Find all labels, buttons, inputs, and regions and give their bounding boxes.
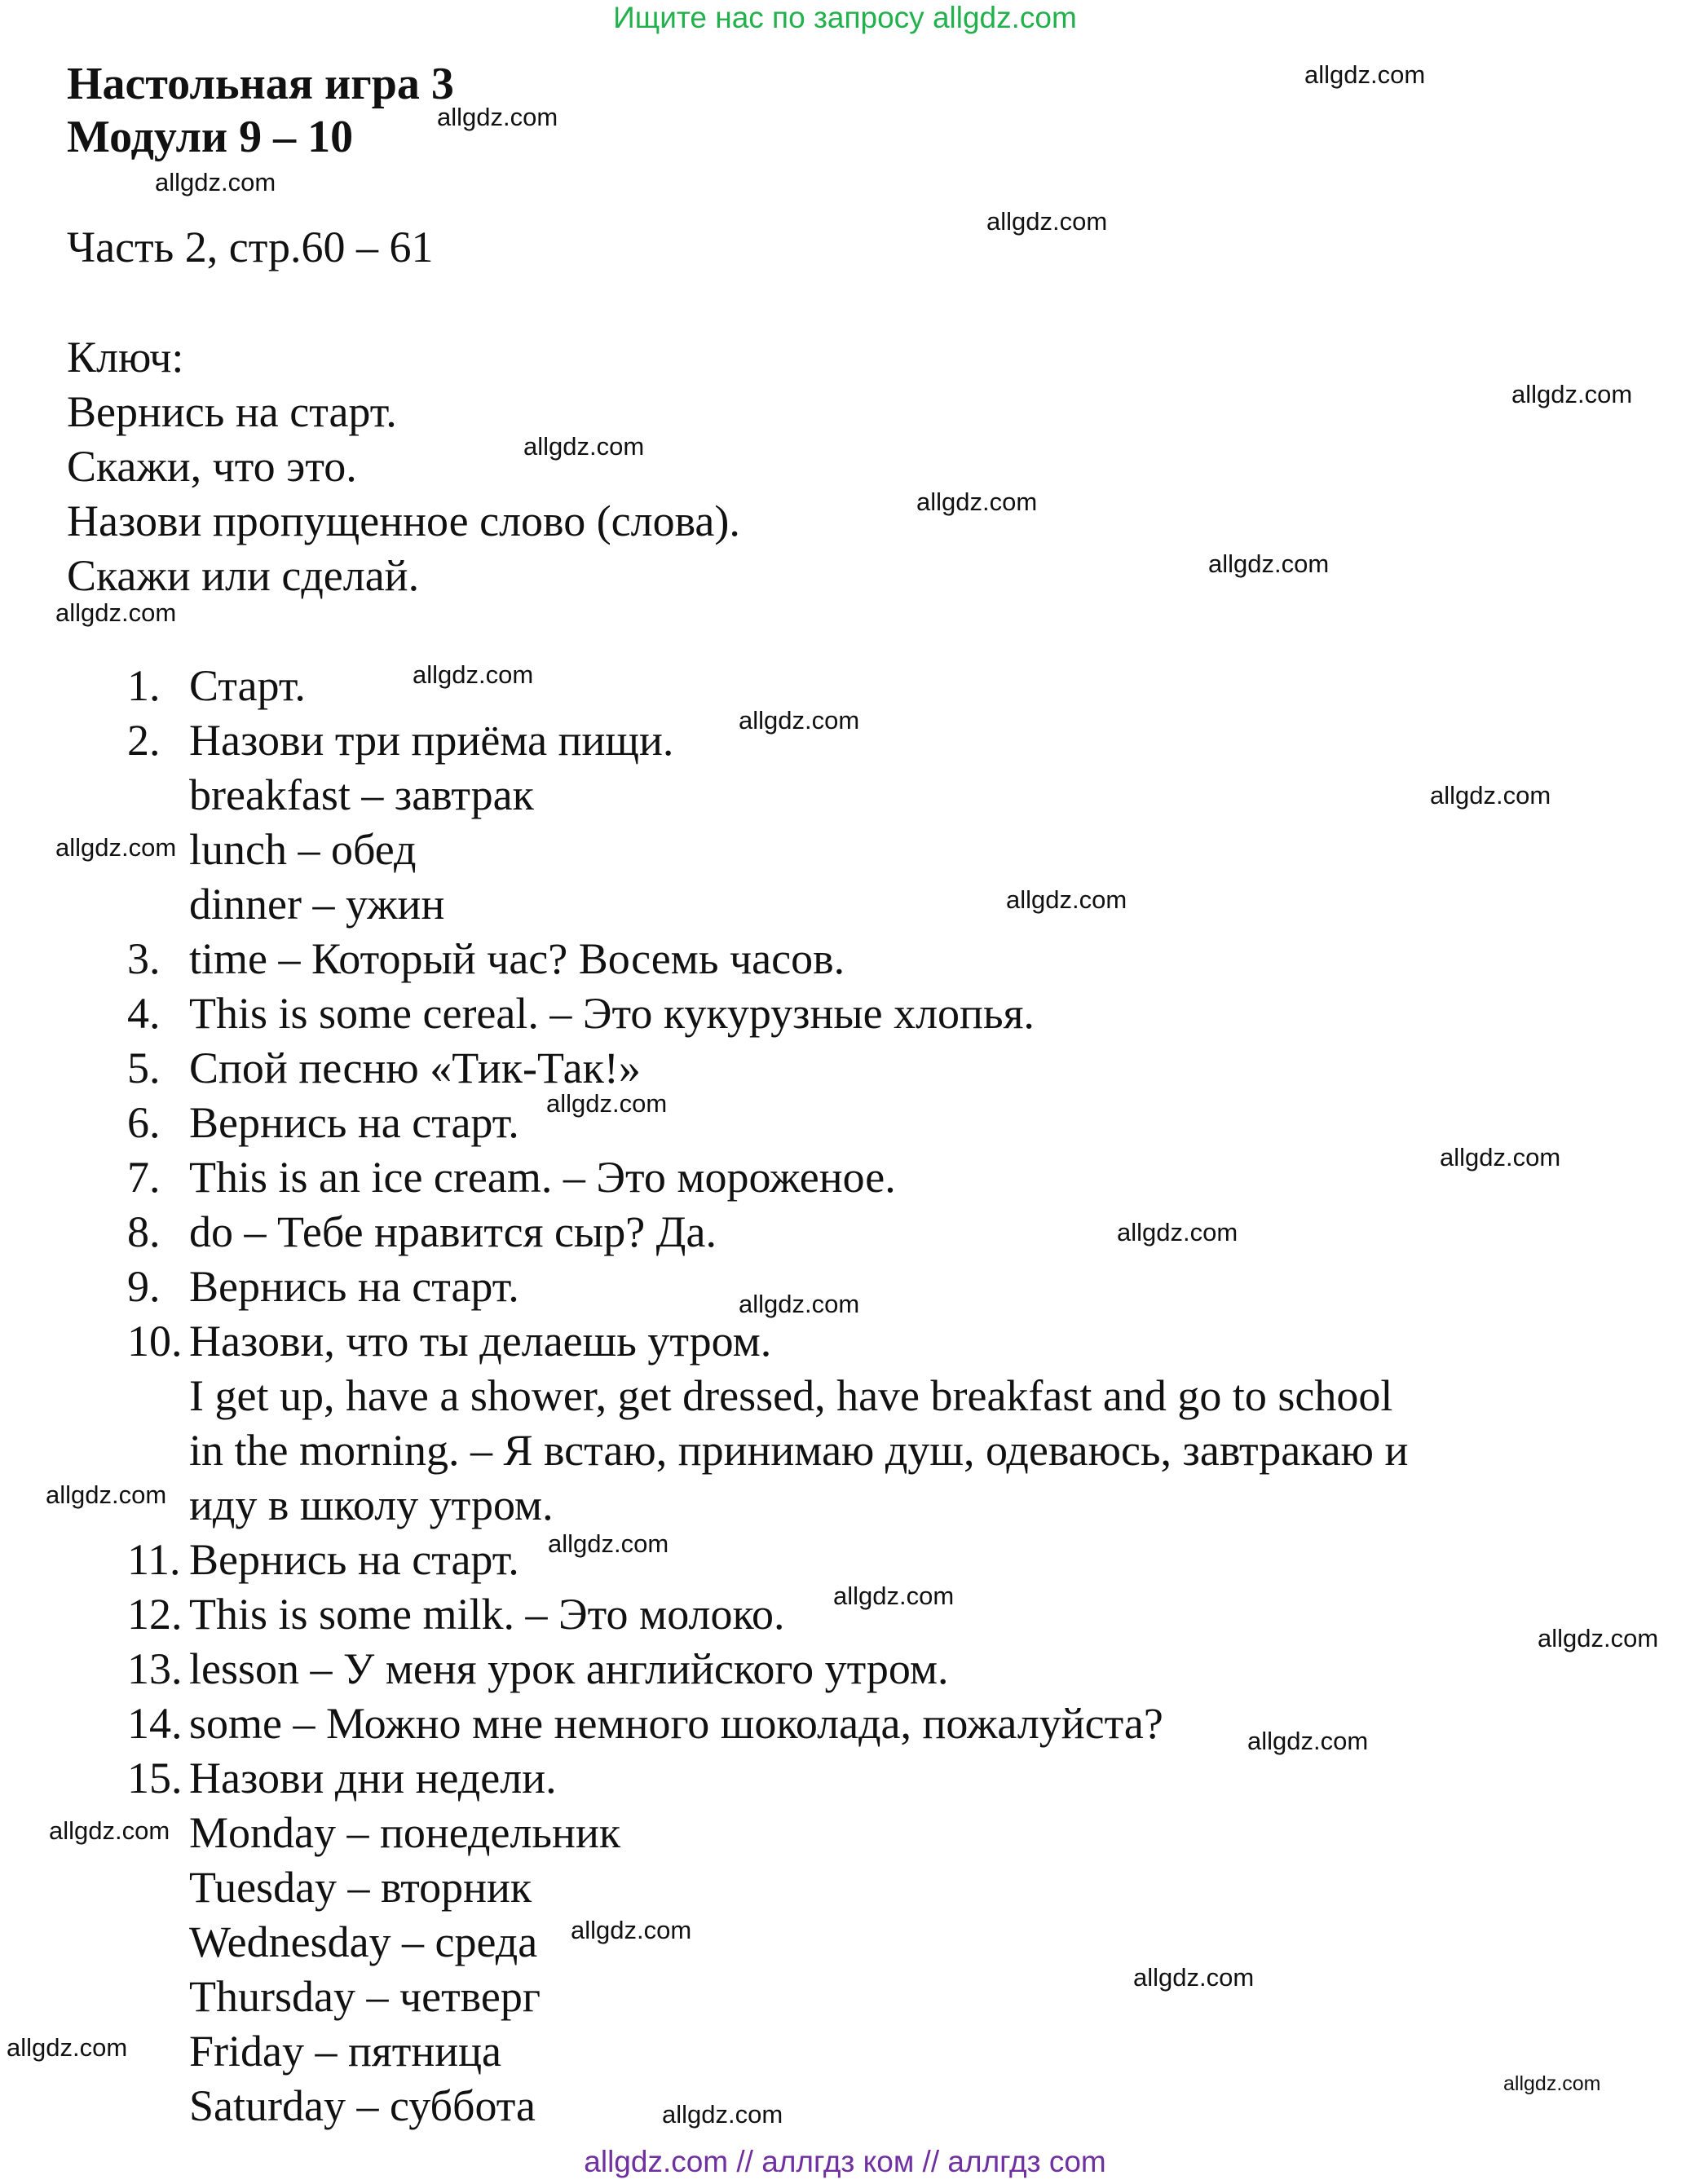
watermark: allgdz.com [571,1916,692,1944]
answer-text: do – Тебе нравится сыр? Да. [189,1207,717,1256]
watermark: allgdz.com [1511,380,1633,408]
key-label: Ключ: [67,333,184,382]
answer-number: 1. [127,661,161,710]
watermark: allgdz.com [548,1529,669,1558]
part-pages: Часть 2, стр.60 – 61 [67,223,434,271]
answer-subline: lunch – обед [189,825,417,874]
answer-subline: Saturday – суббота [189,2081,536,2130]
answer-text: Вернись на старт. [189,1098,519,1147]
watermark: allgdz.com [739,1290,860,1318]
answer-subline: иду в школу утром. [189,1480,554,1529]
watermark: allgdz.com [1503,2072,1601,2095]
watermark: allgdz.com [1538,1624,1659,1652]
answer-text: Вернись на старт. [189,1262,519,1311]
answer-text: time – Который час? Восемь часов. [189,934,845,983]
watermark: allgdz.com [46,1480,167,1509]
watermark: allgdz.com [1430,781,1551,810]
answer-number: 12. [127,1590,183,1639]
answer-text: Вернись на старт. [189,1535,519,1584]
key-item: Скажи, что это. [67,442,357,491]
watermark: allgdz.com [739,706,860,735]
answer-subline: I get up, have a shower, get dressed, have breakfast and go to school [189,1371,1393,1420]
watermark: allgdz.com [523,432,645,461]
answer-number: 2. [127,716,161,765]
answer-subline: Tuesday – вторник [189,1863,532,1912]
heading-modules: Модули 9 – 10 [67,112,354,162]
watermark: allgdz.com [155,168,276,196]
answer-text: some – Можно мне немного шоколада, пожалуйста? [189,1699,1163,1748]
answer-number: 5. [127,1043,161,1092]
answer-number: 9. [127,1262,161,1311]
answer-number: 3. [127,934,161,983]
answer-text: lesson – У меня урок английского утром. [189,1644,949,1693]
watermark: allgdz.com [916,488,1038,516]
watermark: allgdz.com [1117,1218,1238,1246]
answer-number: 15. [127,1754,183,1802]
watermark: allgdz.com [7,2033,128,2062]
answer-number: 13. [127,1644,183,1693]
watermark: allgdz.com [1133,1963,1255,1992]
key-item: Назови пропущенное слово (слова). [67,496,740,545]
watermark: allgdz.com [49,1816,170,1845]
answer-text: Назови дни недели. [189,1754,557,1802]
answer-subline: dinner – ужин [189,880,445,929]
answer-subline: Wednesday – среда [189,1917,538,1966]
answer-text: Назови три приёма пищи. [189,716,674,765]
answer-number: 4. [127,989,161,1038]
answer-subline: in the morning. – Я встаю, принимаю душ, одеваюсь, завтракаю и [189,1426,1409,1475]
watermark: allgdz.com [986,207,1108,236]
top-banner-link[interactable]: Ищите нас по запросу allgdz.com [613,1,1077,34]
answer-text: This is some cereal. – Это кукурузные хлопья. [189,989,1035,1038]
answer-text: Старт. [189,661,306,710]
answer-text: This is an ice cream. – Это мороженое. [189,1153,896,1202]
watermark: allgdz.com [55,833,177,862]
key-item: Скажи или сделай. [67,551,420,600]
answer-number: 11. [127,1535,181,1584]
answer-text: Спой песню «Тик-Так!» [189,1043,641,1092]
answer-subline: Monday – понедельник [189,1808,621,1857]
watermark: allgdz.com [1440,1143,1561,1171]
answer-number: 10. [127,1317,183,1366]
heading-title: Настольная игра 3 [67,59,454,109]
watermark: allgdz.com [1304,60,1426,89]
answer-subline: Friday – пятница [189,2027,501,2076]
answer-number: 14. [127,1699,183,1748]
watermark: allgdz.com [1247,1727,1369,1755]
watermark: allgdz.com [1006,885,1127,914]
watermark: allgdz.com [55,598,177,627]
watermark: allgdz.com [546,1089,668,1118]
watermark: allgdz.com [413,660,534,689]
answer-text: Назови, что ты делаешь утром. [189,1317,772,1366]
bottom-banner-links[interactable]: allgdz.com // аллгдз ком // аллгдз com [584,2145,1106,2178]
watermark: allgdz.com [437,103,558,131]
watermark: allgdz.com [833,1582,955,1610]
answer-subline: breakfast – завтрак [189,770,534,819]
answer-number: 6. [127,1098,161,1147]
watermark: allgdz.com [1208,549,1330,578]
watermark: allgdz.com [662,2100,783,2129]
key-item: Вернись на старт. [67,387,397,436]
answer-subline: Thursday – четверг [189,1972,541,2021]
answer-number: 7. [127,1153,161,1202]
answer-number: 8. [127,1207,161,1256]
answer-text: This is some milk. – Это молоко. [189,1590,785,1639]
